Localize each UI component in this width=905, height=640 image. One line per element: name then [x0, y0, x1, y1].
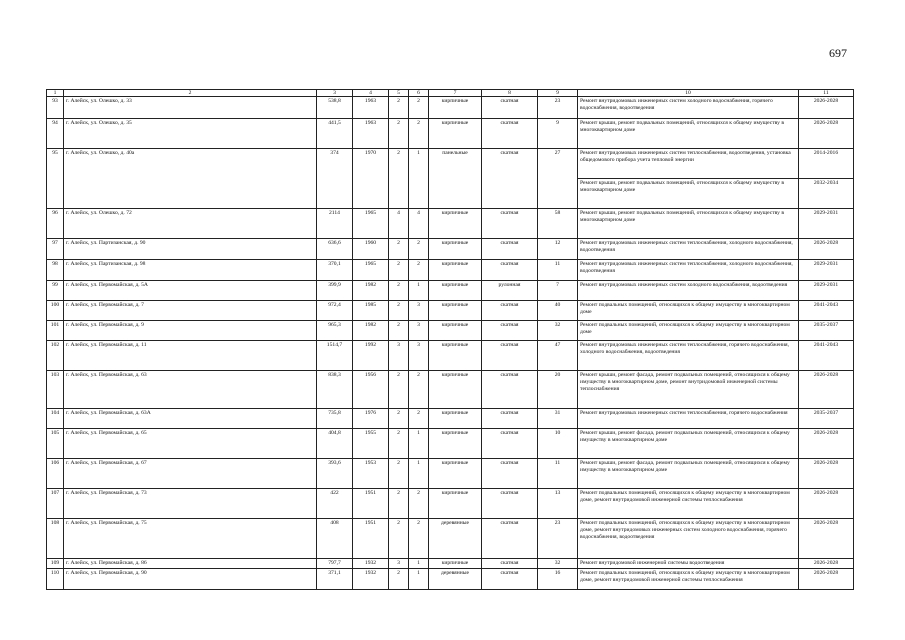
roof-type-cell: скатная — [482, 569, 538, 590]
column-header: 6 — [409, 90, 429, 97]
repair-works-cell: Ремонт крыши, ремонт фасада, ремонт подвальных помещений, относящихся к общему имуществу в многоквартирном доме — [578, 459, 799, 489]
year-cell: 1970 — [353, 149, 389, 209]
floors-cell: 3 — [389, 341, 409, 371]
table-row — [47, 371, 854, 409]
repair-works-cell: Ремонт внутридомовых инженерных систем теплоснабжения, холодного водоснабжения, водоотведения — [578, 260, 799, 281]
year-cell: 1955 — [353, 429, 389, 459]
row-number-cell: 110 — [47, 569, 64, 590]
repair-works-cell: Ремонт внутридомовых инженерных систем теплоснабжения, горячего водоснабжения — [578, 409, 799, 429]
area-cell: 371,1 — [317, 569, 353, 590]
address-cell: г. Алейск, ул. Первомайская, д. 7 — [64, 301, 317, 321]
roof-type-cell: скатная — [482, 459, 538, 489]
count-cell: 16 — [538, 569, 578, 590]
area-cell: 797,7 — [317, 559, 353, 569]
address-cell: г. Алейск, ул. Первомайская, д. 67 — [64, 459, 317, 489]
count-cell: 31 — [538, 409, 578, 429]
column-header: 9 — [538, 90, 578, 97]
row-number-cell: 95 — [47, 149, 64, 209]
floors-cell: 2 — [389, 489, 409, 519]
table-row — [47, 301, 854, 321]
address-cell: г. Алейск, ул. Партизанская, д. 90 — [64, 239, 317, 260]
repair-period-cell: 2026-2028 — [799, 371, 854, 409]
repair-works-cell: Ремонт крыши, ремонт подвальных помещений, относящихся к общему имуществу в многоквартирном доме — [578, 179, 799, 209]
count-cell: 23 — [538, 519, 578, 559]
table-row — [47, 341, 854, 371]
address-cell: г. Алейск, ул. Первомайская, д. 86 — [64, 559, 317, 569]
entrances-cell: 2 — [409, 371, 429, 409]
wall-material-cell: кирпичные — [429, 371, 482, 409]
count-cell: 47 — [538, 341, 578, 371]
address-cell: г. Алейск, ул. Первомайская, д. 90 — [64, 569, 317, 590]
area-cell: 2114 — [317, 209, 353, 239]
count-cell: 32 — [538, 321, 578, 341]
year-cell: 1953 — [353, 459, 389, 489]
wall-material-cell: кирпичные — [429, 341, 482, 371]
address-cell: г. Алейск, ул. Олешко, д. 40а — [64, 149, 317, 209]
area-cell: 370,1 — [317, 260, 353, 281]
repair-works-cell: Ремонт подвальных помещений, относящихся к общему имуществу в многоквартирном доме, ремонт внутридомовых инженерных систем холодного водоснабжения, горячего водоснабжения, водоотведения — [578, 519, 799, 559]
entrances-cell: 2 — [409, 119, 429, 149]
address-cell: г. Алейск, ул. Партизанская, д. 98 — [64, 260, 317, 281]
wall-material-cell: кирпичные — [429, 119, 482, 149]
year-cell: 1951 — [353, 489, 389, 519]
repair-works-cell: Ремонт крыши, ремонт подвальных помещений, относящихся к общему имуществу в многоквартирном доме — [578, 209, 799, 239]
row-number-cell: 109 — [47, 559, 64, 569]
year-cell: 1965 — [353, 209, 389, 239]
row-number-cell: 105 — [47, 429, 64, 459]
address-cell: г. Алейск, ул. Первомайская, д. 73 — [64, 489, 317, 519]
year-cell: 1960 — [353, 239, 389, 260]
column-header: 8 — [482, 90, 538, 97]
repair-works-cell: Ремонт внутридомовых инженерных систем теплоснабжения, горячего водоснабжения, холодного водоснабжения, водоотведения — [578, 341, 799, 371]
area-cell: 393,6 — [317, 459, 353, 489]
row-number-cell: 97 — [47, 239, 64, 260]
repair-period-cell: 2032-2034 — [799, 179, 854, 209]
roof-type-cell: скатная — [482, 97, 538, 119]
floors-cell: 2 — [389, 97, 409, 119]
table-row — [47, 321, 854, 341]
roof-type-cell: скатная — [482, 301, 538, 321]
wall-material-cell: кирпичные — [429, 559, 482, 569]
repair-period-cell: 2029-2031 — [799, 209, 854, 239]
year-cell: 1956 — [353, 371, 389, 409]
year-cell: 1932 — [353, 559, 389, 569]
count-cell: 27 — [538, 149, 578, 209]
wall-material-cell: кирпичные — [429, 429, 482, 459]
year-cell: 1982 — [353, 281, 389, 301]
column-header: 3 — [317, 90, 353, 97]
floors-cell: 2 — [389, 119, 409, 149]
column-header: 11 — [799, 90, 854, 97]
address-cell: г. Алейск, ул. Олешко, д. 35 — [64, 119, 317, 149]
count-cell: 11 — [538, 459, 578, 489]
wall-material-cell: кирпичные — [429, 459, 482, 489]
repair-works-cell: Ремонт крыши, ремонт подвальных помещений, относящихся к общему имуществу в многоквартирном доме — [578, 119, 799, 149]
entrances-cell: 1 — [409, 459, 429, 489]
wall-material-cell: кирпичные — [429, 281, 482, 301]
year-cell: 1982 — [353, 321, 389, 341]
count-cell: 11 — [538, 260, 578, 281]
repair-works-cell: Ремонт внутридомовой инженерной системы водоотведения — [578, 559, 799, 569]
repair-works-cell: Ремонт подвальных помещений, относящихся к общему имуществу в многоквартирном доме — [578, 301, 799, 321]
repair-works-cell: Ремонт крыши, ремонт фасада, ремонт подвальных помещений, относящихся к общему имуществу в многоквартирном доме — [578, 429, 799, 459]
entrances-cell: 2 — [409, 97, 429, 119]
year-cell: 1965 — [353, 260, 389, 281]
roof-type-cell: скатная — [482, 429, 538, 459]
row-number-cell: 93 — [47, 97, 64, 119]
entrances-cell: 2 — [409, 409, 429, 429]
repair-period-cell: 2014-2016 — [799, 149, 854, 179]
area-cell: 399,9 — [317, 281, 353, 301]
floors-cell: 2 — [389, 301, 409, 321]
count-cell: 9 — [538, 119, 578, 149]
address-cell: г. Алейск, ул. Олешко, д. 72 — [64, 209, 317, 239]
area-cell: 972,4 — [317, 301, 353, 321]
year-cell: 1963 — [353, 119, 389, 149]
roof-type-cell: скатная — [482, 209, 538, 239]
count-cell: 32 — [538, 559, 578, 569]
repair-period-cell: 2029-2031 — [799, 281, 854, 301]
entrances-cell: 2 — [409, 489, 429, 519]
table-row — [47, 209, 854, 239]
year-cell: 1976 — [353, 409, 389, 429]
floors-cell: 2 — [389, 281, 409, 301]
column-header: 1 — [47, 90, 64, 97]
column-header: 5 — [389, 90, 409, 97]
roof-type-cell: скатная — [482, 371, 538, 409]
repair-works-cell: Ремонт внутридомовых инженерных систем теплоснабжения, холодного водоснабжения, водоотведения — [578, 239, 799, 260]
row-number-cell: 94 — [47, 119, 64, 149]
row-number-cell: 100 — [47, 301, 64, 321]
area-cell: 735,8 — [317, 409, 353, 429]
entrances-cell: 3 — [409, 341, 429, 371]
area-cell: 441,5 — [317, 119, 353, 149]
repair-works-cell: Ремонт подвальных помещений, относящихся к общему имуществу в многоквартирном доме — [578, 321, 799, 341]
row-number-cell: 101 — [47, 321, 64, 341]
table-row — [47, 569, 854, 590]
floors-cell: 2 — [389, 519, 409, 559]
column-header: 4 — [353, 90, 389, 97]
floors-cell: 2 — [389, 371, 409, 409]
area-cell: 636,6 — [317, 239, 353, 260]
row-number-cell: 107 — [47, 489, 64, 519]
floors-cell: 3 — [389, 559, 409, 569]
column-header: 10 — [578, 90, 799, 97]
table-row — [47, 239, 854, 260]
row-number-cell: 96 — [47, 209, 64, 239]
repair-period-cell: 2026-2028 — [799, 459, 854, 489]
wall-material-cell: кирпичные — [429, 321, 482, 341]
entrances-cell: 2 — [409, 239, 429, 260]
roof-type-cell: скатная — [482, 519, 538, 559]
count-cell: 13 — [538, 489, 578, 519]
repair-works-cell: Ремонт крыши, ремонт фасада, ремонт подвальных помещений, относящихся к общему имуществу в многоквартирном доме, ремонт внутридомовой инженерной системы теплоснабжения — [578, 371, 799, 409]
floors-cell: 2 — [389, 429, 409, 459]
entrances-cell: 4 — [409, 209, 429, 239]
repair-period-cell: 2026-2028 — [799, 239, 854, 260]
floors-cell: 2 — [389, 459, 409, 489]
count-cell: 7 — [538, 281, 578, 301]
floors-cell: 2 — [389, 321, 409, 341]
count-cell: 58 — [538, 209, 578, 239]
year-cell: 1932 — [353, 569, 389, 590]
table-row — [47, 97, 854, 119]
wall-material-cell: кирпичные — [429, 489, 482, 519]
table-row — [47, 409, 854, 429]
year-cell: 1963 — [353, 97, 389, 119]
area-cell: 374 — [317, 149, 353, 209]
table-row — [47, 519, 854, 559]
wall-material-cell: кирпичные — [429, 409, 482, 429]
repair-period-cell: 2026-2028 — [799, 97, 854, 119]
repair-period-cell: 2026-2028 — [799, 429, 854, 459]
wall-material-cell: кирпичные — [429, 97, 482, 119]
area-cell: 1514,7 — [317, 341, 353, 371]
row-number-cell: 98 — [47, 260, 64, 281]
address-cell: г. Алейск, ул. Первомайская, д. 9 — [64, 321, 317, 341]
entrances-cell: 1 — [409, 281, 429, 301]
entrances-cell: 1 — [409, 559, 429, 569]
wall-material-cell: деревянные — [429, 569, 482, 590]
housing-repair-table — [46, 89, 854, 590]
address-cell: г. Алейск, ул. Первомайская, д. 63А — [64, 409, 317, 429]
table-row — [47, 149, 854, 179]
repair-works-cell: Ремонт подвальных помещений, относящихся к общему имуществу в многоквартирном доме, ремонт внутридомовой инженерной системы теплоснабжения — [578, 489, 799, 519]
entrances-cell: 3 — [409, 301, 429, 321]
repair-works-cell: Ремонт внутридомовых инженерных систем холодного водоснабжения, горячего водоснабжения, водоотведения — [578, 97, 799, 119]
floors-cell: 2 — [389, 409, 409, 429]
address-cell: г. Алейск, ул. Первомайская, д. 11 — [64, 341, 317, 371]
row-number-cell: 106 — [47, 459, 64, 489]
table-row — [47, 559, 854, 569]
address-cell: г. Алейск, ул. Первомайская, д. 75 — [64, 519, 317, 559]
area-cell: 422 — [317, 489, 353, 519]
repair-works-cell: Ремонт подвальных помещений, относящихся к общему имуществу в многоквартирном доме, ремонт внутридомовой инженерной системы теплоснабжения — [578, 569, 799, 590]
area-cell: 965,3 — [317, 321, 353, 341]
wall-material-cell: панельные — [429, 149, 482, 209]
repair-period-cell: 2041-2043 — [799, 301, 854, 321]
table-row — [47, 429, 854, 459]
roof-type-cell: скатная — [482, 341, 538, 371]
wall-material-cell: кирпичные — [429, 239, 482, 260]
row-number-cell: 108 — [47, 519, 64, 559]
count-cell: 20 — [538, 371, 578, 409]
count-cell: 12 — [538, 239, 578, 260]
repair-period-cell: 2035-2037 — [799, 321, 854, 341]
count-cell: 40 — [538, 301, 578, 321]
repair-works-cell: Ремонт внутридомовых инженерных систем теплоснабжения, водоотведения, установка общедомового прибора учета тепловой энергии — [578, 149, 799, 179]
header-row — [47, 90, 854, 97]
table-row — [47, 489, 854, 519]
address-cell: г. Алейск, ул. Первомайская, д. 65 — [64, 429, 317, 459]
repair-period-cell: 2026-2028 — [799, 119, 854, 149]
roof-type-cell: скатная — [482, 239, 538, 260]
entrances-cell: 2 — [409, 260, 429, 281]
table-row — [47, 459, 854, 489]
entrances-cell: 1 — [409, 569, 429, 590]
entrances-cell: 1 — [409, 429, 429, 459]
year-cell: 1992 — [353, 341, 389, 371]
area-cell: 408 — [317, 519, 353, 559]
year-cell: 1951 — [353, 519, 389, 559]
repair-period-cell: 2041-2043 — [799, 341, 854, 371]
roof-type-cell: скатная — [482, 409, 538, 429]
repair-period-cell: 2035-2037 — [799, 409, 854, 429]
table-row — [47, 119, 854, 149]
count-cell: 10 — [538, 429, 578, 459]
floors-cell: 2 — [389, 149, 409, 209]
roof-type-cell: скатная — [482, 149, 538, 209]
roof-type-cell: скатная — [482, 260, 538, 281]
table-row — [47, 281, 854, 301]
table-row — [47, 260, 854, 281]
column-header: 7 — [429, 90, 482, 97]
repair-works-cell: Ремонт внутридомовых инженерных систем холодного водоснабжения, водоотведения — [578, 281, 799, 301]
floors-cell: 2 — [389, 239, 409, 260]
entrances-cell: 3 — [409, 321, 429, 341]
roof-type-cell: скатная — [482, 119, 538, 149]
row-number-cell: 99 — [47, 281, 64, 301]
area-cell: 538,8 — [317, 97, 353, 119]
year-cell: 1985 — [353, 301, 389, 321]
column-header: 2 — [64, 90, 317, 97]
page-number: 697 — [829, 46, 847, 60]
address-cell: г. Алейск, ул. Первомайская, д. 63 — [64, 371, 317, 409]
roof-type-cell: скатная — [482, 559, 538, 569]
wall-material-cell: кирпичные — [429, 301, 482, 321]
row-number-cell: 103 — [47, 371, 64, 409]
floors-cell: 4 — [389, 209, 409, 239]
wall-material-cell: кирпичные — [429, 260, 482, 281]
entrances-cell: 2 — [409, 519, 429, 559]
floors-cell: 2 — [389, 260, 409, 281]
address-cell: г. Алейск, ул. Олешко, д. 33 — [64, 97, 317, 119]
address-cell: г. Алейск, ул. Первомайская, д. 5А — [64, 281, 317, 301]
repair-period-cell: 2026-2028 — [799, 519, 854, 559]
entrances-cell: 1 — [409, 149, 429, 209]
repair-period-cell: 2026-2028 — [799, 489, 854, 519]
count-cell: 23 — [538, 97, 578, 119]
wall-material-cell: кирпичные — [429, 209, 482, 239]
area-cell: 838,3 — [317, 371, 353, 409]
roof-type-cell: скатная — [482, 489, 538, 519]
repair-period-cell: 2029-2031 — [799, 260, 854, 281]
repair-period-cell: 2026-2028 — [799, 569, 854, 590]
row-number-cell: 104 — [47, 409, 64, 429]
table-body — [47, 90, 854, 590]
repair-period-cell: 2026-2028 — [799, 559, 854, 569]
floors-cell: 2 — [389, 569, 409, 590]
roof-type-cell: скатная — [482, 321, 538, 341]
roof-type-cell: рулонная — [482, 281, 538, 301]
area-cell: 404,8 — [317, 429, 353, 459]
wall-material-cell: деревянные — [429, 519, 482, 559]
row-number-cell: 102 — [47, 341, 64, 371]
